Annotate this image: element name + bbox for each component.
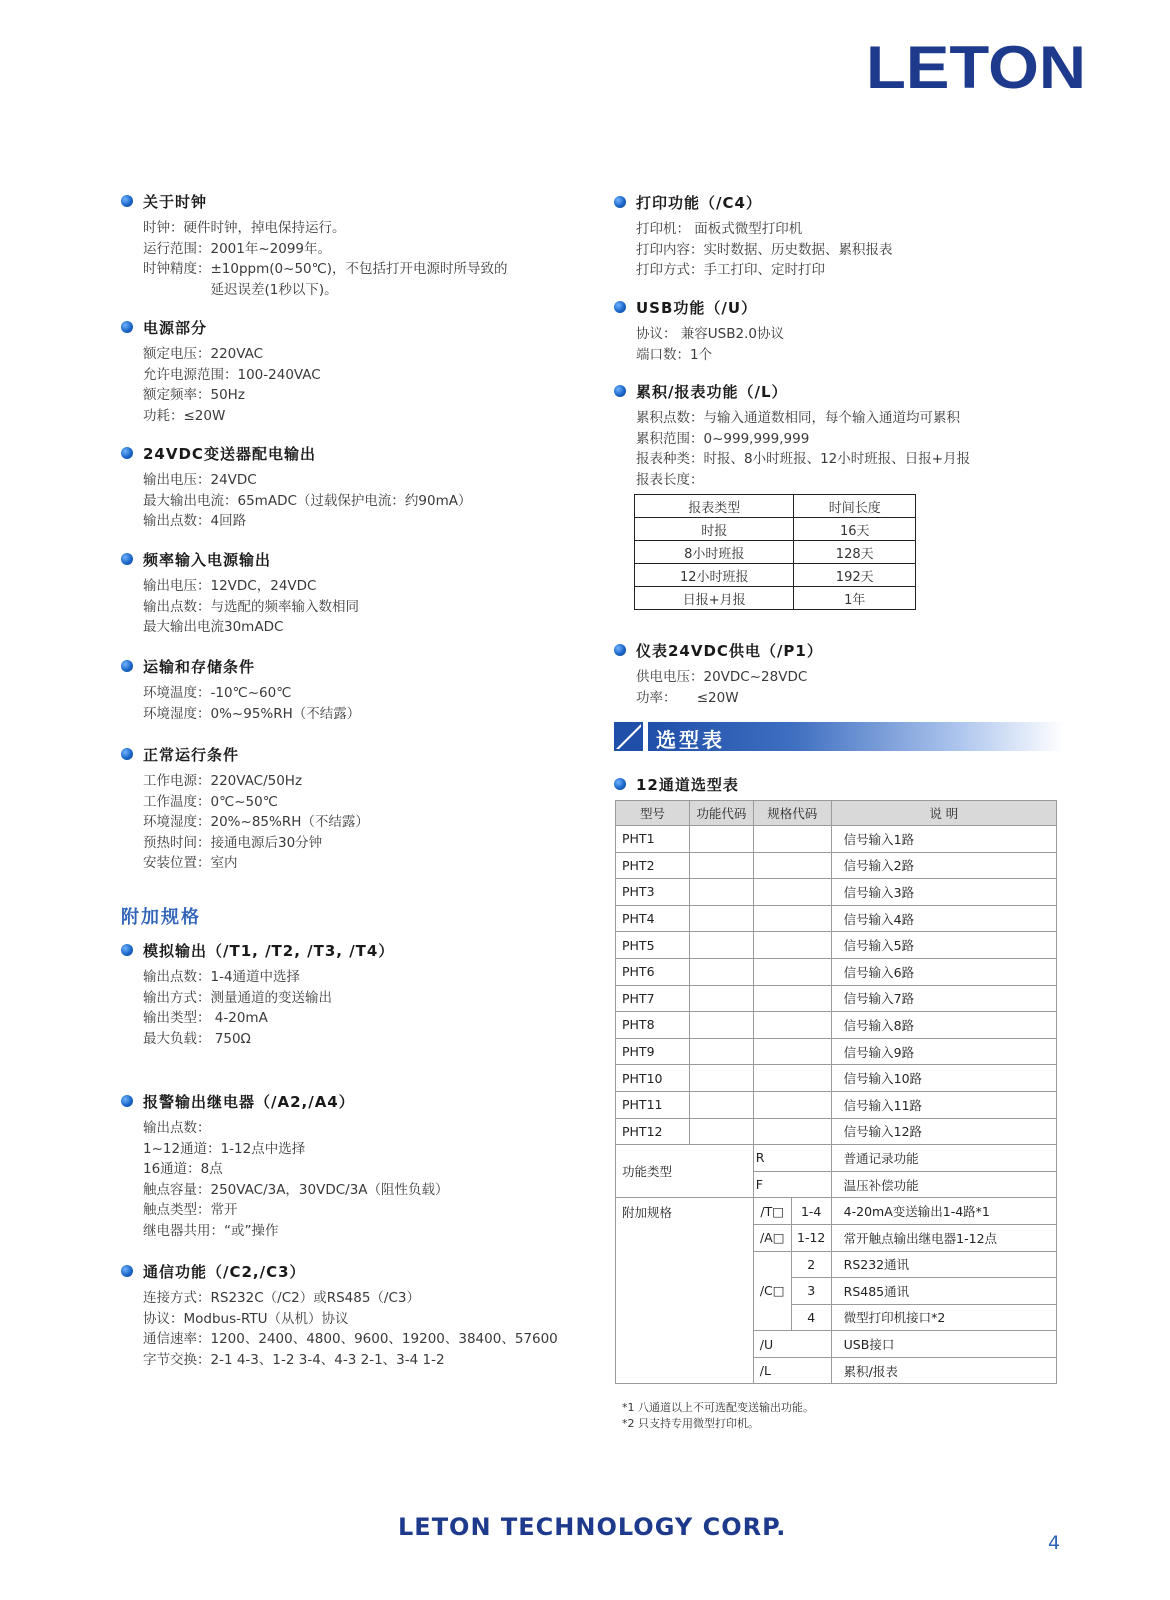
transmitter-power-section bbox=[121, 442, 471, 532]
spec-value-cell: 4 bbox=[791, 1304, 831, 1331]
spec-line: 打印内容：实时数据、历史数据、累积报表 bbox=[636, 241, 893, 258]
table-row bbox=[635, 587, 916, 610]
desc-cell: 信号输入7路 bbox=[831, 985, 1056, 1012]
spec-line: 时钟：硬件时钟，掉电保持运行。 bbox=[143, 220, 346, 236]
desc-cell: 信号输入8路 bbox=[831, 1012, 1056, 1039]
spec-line: 环境湿度：0%~95%RH（不结露） bbox=[143, 705, 361, 722]
alarm-relay-section bbox=[121, 1090, 449, 1241]
leton-logo bbox=[866, 40, 1086, 94]
desc-cell: 信号输入10路 bbox=[831, 1065, 1056, 1092]
func-code-cell: R bbox=[753, 1145, 831, 1172]
desc-cell: 信号输入2路 bbox=[831, 852, 1056, 879]
model-cell: PHT6 bbox=[616, 958, 690, 985]
spec-value-cell: 2 bbox=[791, 1251, 831, 1278]
bullet-icon bbox=[121, 195, 133, 207]
desc-cell: 信号输入9路 bbox=[831, 1038, 1056, 1065]
banner-title: 选型表 bbox=[656, 728, 725, 752]
spec-line: 运行范围：2001年~2099年。 bbox=[143, 240, 332, 257]
spec-line: 打印机： 面板式微型打印机 bbox=[636, 221, 803, 237]
desc-cell: 信号输入4路 bbox=[831, 905, 1056, 932]
spec-line: 触点类型：常开 bbox=[143, 1202, 238, 1218]
section-title: 运输和存储条件 bbox=[143, 657, 256, 676]
spec-line: 输出方式：测量通道的变送输出 bbox=[143, 989, 332, 1006]
section-title: 12通道选型表 bbox=[636, 775, 739, 794]
model-cell: PHT4 bbox=[616, 905, 690, 932]
table-cell: 128天 bbox=[794, 541, 916, 564]
section-title: 通信功能（/C2,/C3） bbox=[143, 1262, 306, 1281]
desc-cell: 微型打印机接口*2 bbox=[831, 1304, 1056, 1331]
table-row bbox=[635, 518, 916, 541]
spec-line: 1~12通道：1-12点中选择 bbox=[143, 1140, 306, 1157]
spec-line: 16通道：8点 bbox=[143, 1161, 223, 1177]
bullet-icon bbox=[121, 553, 133, 565]
table-row bbox=[635, 541, 916, 564]
usb-section bbox=[614, 296, 784, 365]
analog-output-section bbox=[121, 939, 394, 1049]
meter-power-section bbox=[614, 639, 823, 708]
spec-line: 连接方式：RS232C（/C2）或RS485（/C3） bbox=[143, 1290, 420, 1306]
addl-spec-label: 附加规格 bbox=[616, 1198, 754, 1384]
spec-line: 输出点数：4回路 bbox=[143, 513, 247, 529]
spec-line: 最大输出电流30mADC bbox=[143, 619, 284, 635]
logo-text: LETON bbox=[866, 40, 1086, 94]
bullet-icon bbox=[121, 748, 133, 760]
spec-line: 继电器共用：“或”操作 bbox=[143, 1222, 279, 1239]
desc-cell: 信号输入12路 bbox=[831, 1118, 1056, 1145]
func-code-cell: F bbox=[753, 1171, 831, 1198]
spec-line: 额定电压：220VAC bbox=[143, 346, 264, 362]
desc-cell: 信号输入11路 bbox=[831, 1091, 1056, 1118]
selection-table-section bbox=[614, 773, 739, 795]
spec-line: 允许电源范围：100-240VAC bbox=[143, 366, 321, 383]
spec-line: 最大输出电流：65mADC（过载保护电流：约90mA） bbox=[143, 492, 472, 509]
spec-line: 环境温度：-10℃~60℃ bbox=[143, 685, 292, 701]
frequency-power-section bbox=[121, 548, 359, 638]
bullet-icon bbox=[121, 944, 133, 956]
additional-specs-heading: 附加规格 bbox=[121, 907, 201, 928]
spec-code-cell: /U bbox=[753, 1331, 831, 1358]
desc-cell: 信号输入3路 bbox=[831, 879, 1056, 906]
spec-line: 输出电压：24VDC bbox=[143, 472, 257, 488]
spec-line: 功耗：≤20W bbox=[143, 407, 226, 424]
desc-cell: 普通记录功能 bbox=[831, 1145, 1056, 1172]
table-row bbox=[616, 985, 1057, 1012]
spec-line: 供电电压：20VDC~28VDC bbox=[636, 669, 808, 685]
spec-line: 额定频率：50Hz bbox=[143, 387, 245, 403]
table-row bbox=[616, 879, 1057, 906]
spec-line: 输出点数： bbox=[143, 1120, 211, 1136]
table-header-cell: 说 明 bbox=[831, 801, 1056, 826]
spec-line: 安装位置：室内 bbox=[143, 855, 238, 871]
table-header-cell: 型号 bbox=[616, 801, 690, 826]
banner-bar bbox=[648, 722, 1064, 751]
spec-line: 时钟精度：±10ppm(0~50℃)，不包括打开电源时所导致的 bbox=[143, 261, 508, 277]
bullet-icon bbox=[614, 301, 626, 313]
model-cell: PHT7 bbox=[616, 985, 690, 1012]
communication-section bbox=[121, 1260, 558, 1370]
footnotes bbox=[622, 1400, 814, 1432]
table-header-cell: 功能代码 bbox=[689, 801, 753, 826]
table-row bbox=[635, 564, 916, 587]
footnote: *1 八通道以上不可选配变送输出功能。 bbox=[622, 1401, 814, 1414]
model-cell: PHT11 bbox=[616, 1091, 690, 1118]
spec-line: 环境湿度：20%~85%RH（不结露） bbox=[143, 814, 369, 830]
table-row bbox=[616, 1091, 1057, 1118]
banner-corner-icon bbox=[614, 722, 643, 751]
table-cell: 16天 bbox=[794, 518, 916, 541]
table-row bbox=[616, 905, 1057, 932]
desc-cell: RS232通讯 bbox=[831, 1251, 1056, 1278]
model-cell: PHT10 bbox=[616, 1065, 690, 1092]
table-row bbox=[616, 932, 1057, 959]
table-row bbox=[616, 1145, 1057, 1172]
desc-cell: 信号输入6路 bbox=[831, 958, 1056, 985]
bullet-icon bbox=[121, 321, 133, 333]
desc-cell: 累积/报表 bbox=[831, 1357, 1056, 1384]
report-section bbox=[614, 380, 970, 490]
spec-line: 工作电源：220VAC/50Hz bbox=[143, 773, 303, 789]
section-title: 24VDC变送器配电输出 bbox=[143, 444, 316, 463]
bullet-icon bbox=[614, 385, 626, 397]
table-cell: 1年 bbox=[794, 587, 916, 610]
table-cell: 日报+月报 bbox=[635, 587, 794, 610]
spec-line: 通信速率：1200、2400、4800、9600、19200、38400、57600 bbox=[143, 1331, 558, 1347]
spec-line: 触点容量：250VAC/3A，30VDC/3A（阻性负载） bbox=[143, 1181, 449, 1198]
bullet-icon bbox=[121, 1095, 133, 1107]
table-header-cell: 时间长度 bbox=[794, 495, 916, 518]
spec-line: 延迟误差(1秒以下)。 bbox=[143, 281, 338, 298]
corp-name: LETON TECHNOLOGY CORP. bbox=[398, 1513, 787, 1541]
table-header-cell: 规格代码 bbox=[753, 801, 831, 826]
table-row bbox=[616, 852, 1057, 879]
section-title: USB功能（/U） bbox=[636, 298, 758, 317]
spec-line: 最大负载： 750Ω bbox=[143, 1030, 251, 1047]
bullet-icon bbox=[121, 1265, 133, 1277]
spec-line: 报表种类：时报、8小时班报、12小时班报、日报+月报 bbox=[636, 451, 971, 467]
print-section bbox=[614, 191, 893, 281]
desc-cell: RS485通讯 bbox=[831, 1278, 1056, 1305]
model-cell: PHT3 bbox=[616, 879, 690, 906]
spec-line: 协议： 兼容USB2.0协议 bbox=[636, 326, 784, 342]
desc-cell: 4-20mA变送输出1-4路*1 bbox=[831, 1198, 1056, 1225]
desc-cell: 常开触点输出继电器1-12点 bbox=[831, 1224, 1056, 1251]
desc-cell: 温压补偿功能 bbox=[831, 1171, 1056, 1198]
desc-cell: 信号输入5路 bbox=[831, 932, 1056, 959]
spec-line: 输出类型： 4-20mA bbox=[143, 1010, 268, 1026]
bullet-icon bbox=[614, 644, 626, 656]
model-cell: PHT8 bbox=[616, 1012, 690, 1039]
selection-banner bbox=[614, 722, 1064, 753]
table-row bbox=[616, 826, 1057, 853]
spec-line: 累积范围：0~999,999,999 bbox=[636, 430, 810, 447]
model-cell: PHT1 bbox=[616, 826, 690, 853]
storage-section bbox=[121, 655, 360, 724]
section-title: 正常运行条件 bbox=[143, 745, 240, 764]
desc-cell: 信号输入1路 bbox=[831, 826, 1056, 853]
table-row bbox=[616, 1118, 1057, 1145]
table-header-cell: 报表类型 bbox=[635, 495, 794, 518]
spec-code-cell: /L bbox=[753, 1357, 831, 1384]
table-row bbox=[616, 958, 1057, 985]
bullet-icon bbox=[121, 447, 133, 459]
spec-line: 端口数：1个 bbox=[636, 346, 713, 363]
table-cell: 时报 bbox=[635, 518, 794, 541]
table-cell: 12小时班报 bbox=[635, 564, 794, 587]
spec-line: 累积点数：与输入通道数相同，每个输入通道均可累积 bbox=[636, 410, 960, 426]
spec-line: 字节交换：2-1 4-3、1-2 3-4、4-3 2-1、3-4 1-2 bbox=[143, 1351, 445, 1368]
model-selection-table bbox=[615, 800, 1057, 1384]
func-type-label: 功能类型 bbox=[616, 1145, 754, 1198]
spec-line: 预热时间：接通电源后30分钟 bbox=[143, 834, 323, 851]
clock-section bbox=[121, 190, 508, 300]
spec-code-cell: /C□ bbox=[753, 1251, 791, 1331]
spec-line: 输出点数：1-4通道中选择 bbox=[143, 969, 301, 985]
model-cell: PHT9 bbox=[616, 1038, 690, 1065]
page-number: 4 bbox=[1048, 1532, 1061, 1554]
model-cell: PHT2 bbox=[616, 852, 690, 879]
section-title: 频率输入电源输出 bbox=[143, 550, 272, 569]
operating-section bbox=[121, 743, 369, 874]
spec-line: 输出点数：与选配的频率输入数相同 bbox=[143, 598, 359, 615]
section-title: 打印功能（/C4） bbox=[636, 193, 762, 212]
report-length-table bbox=[634, 494, 916, 610]
spec-line: 功率： ≤20W bbox=[636, 689, 739, 706]
spec-line: 工作温度：0℃~50℃ bbox=[143, 793, 278, 810]
table-row bbox=[616, 1198, 1057, 1225]
spec-line: 打印方式：手工打印、定时打印 bbox=[636, 262, 825, 278]
model-cell: PHT5 bbox=[616, 932, 690, 959]
table-row bbox=[616, 1038, 1057, 1065]
spec-line: 报表长度： bbox=[636, 471, 704, 488]
section-title: 电源部分 bbox=[143, 318, 208, 337]
table-cell: 192天 bbox=[794, 564, 916, 587]
spec-code-cell: /A□ bbox=[753, 1224, 791, 1251]
spec-value-cell: 1-4 bbox=[791, 1198, 831, 1225]
table-header-row bbox=[616, 801, 1057, 826]
table-row bbox=[616, 1012, 1057, 1039]
model-cell: PHT12 bbox=[616, 1118, 690, 1145]
section-title: 报警输出继电器（/A2,/A4） bbox=[143, 1092, 355, 1111]
table-cell: 8小时班报 bbox=[635, 541, 794, 564]
desc-cell: USB接口 bbox=[831, 1331, 1056, 1358]
footnote: *2 只支持专用微型打印机。 bbox=[622, 1417, 759, 1430]
bullet-icon bbox=[614, 196, 626, 208]
section-title: 累积/报表功能（/L） bbox=[636, 382, 788, 401]
bullet-icon bbox=[121, 660, 133, 672]
spec-value-cell: 1-12 bbox=[791, 1224, 831, 1251]
spec-line: 协议：Modbus-RTU（从机）协议 bbox=[143, 1310, 349, 1327]
spec-code-cell: /T□ bbox=[753, 1198, 791, 1225]
section-title: 模拟输出（/T1, /T2, /T3, /T4） bbox=[143, 941, 395, 960]
bullet-icon bbox=[614, 778, 626, 790]
spec-line: 输出电压：12VDC，24VDC bbox=[143, 578, 317, 594]
section-title: 关于时钟 bbox=[143, 192, 208, 211]
spec-value-cell: 3 bbox=[791, 1278, 831, 1305]
section-title: 仪表24VDC供电（/P1） bbox=[636, 641, 823, 660]
table-row bbox=[616, 1065, 1057, 1092]
table-header-row bbox=[635, 495, 916, 518]
power-section bbox=[121, 316, 321, 426]
